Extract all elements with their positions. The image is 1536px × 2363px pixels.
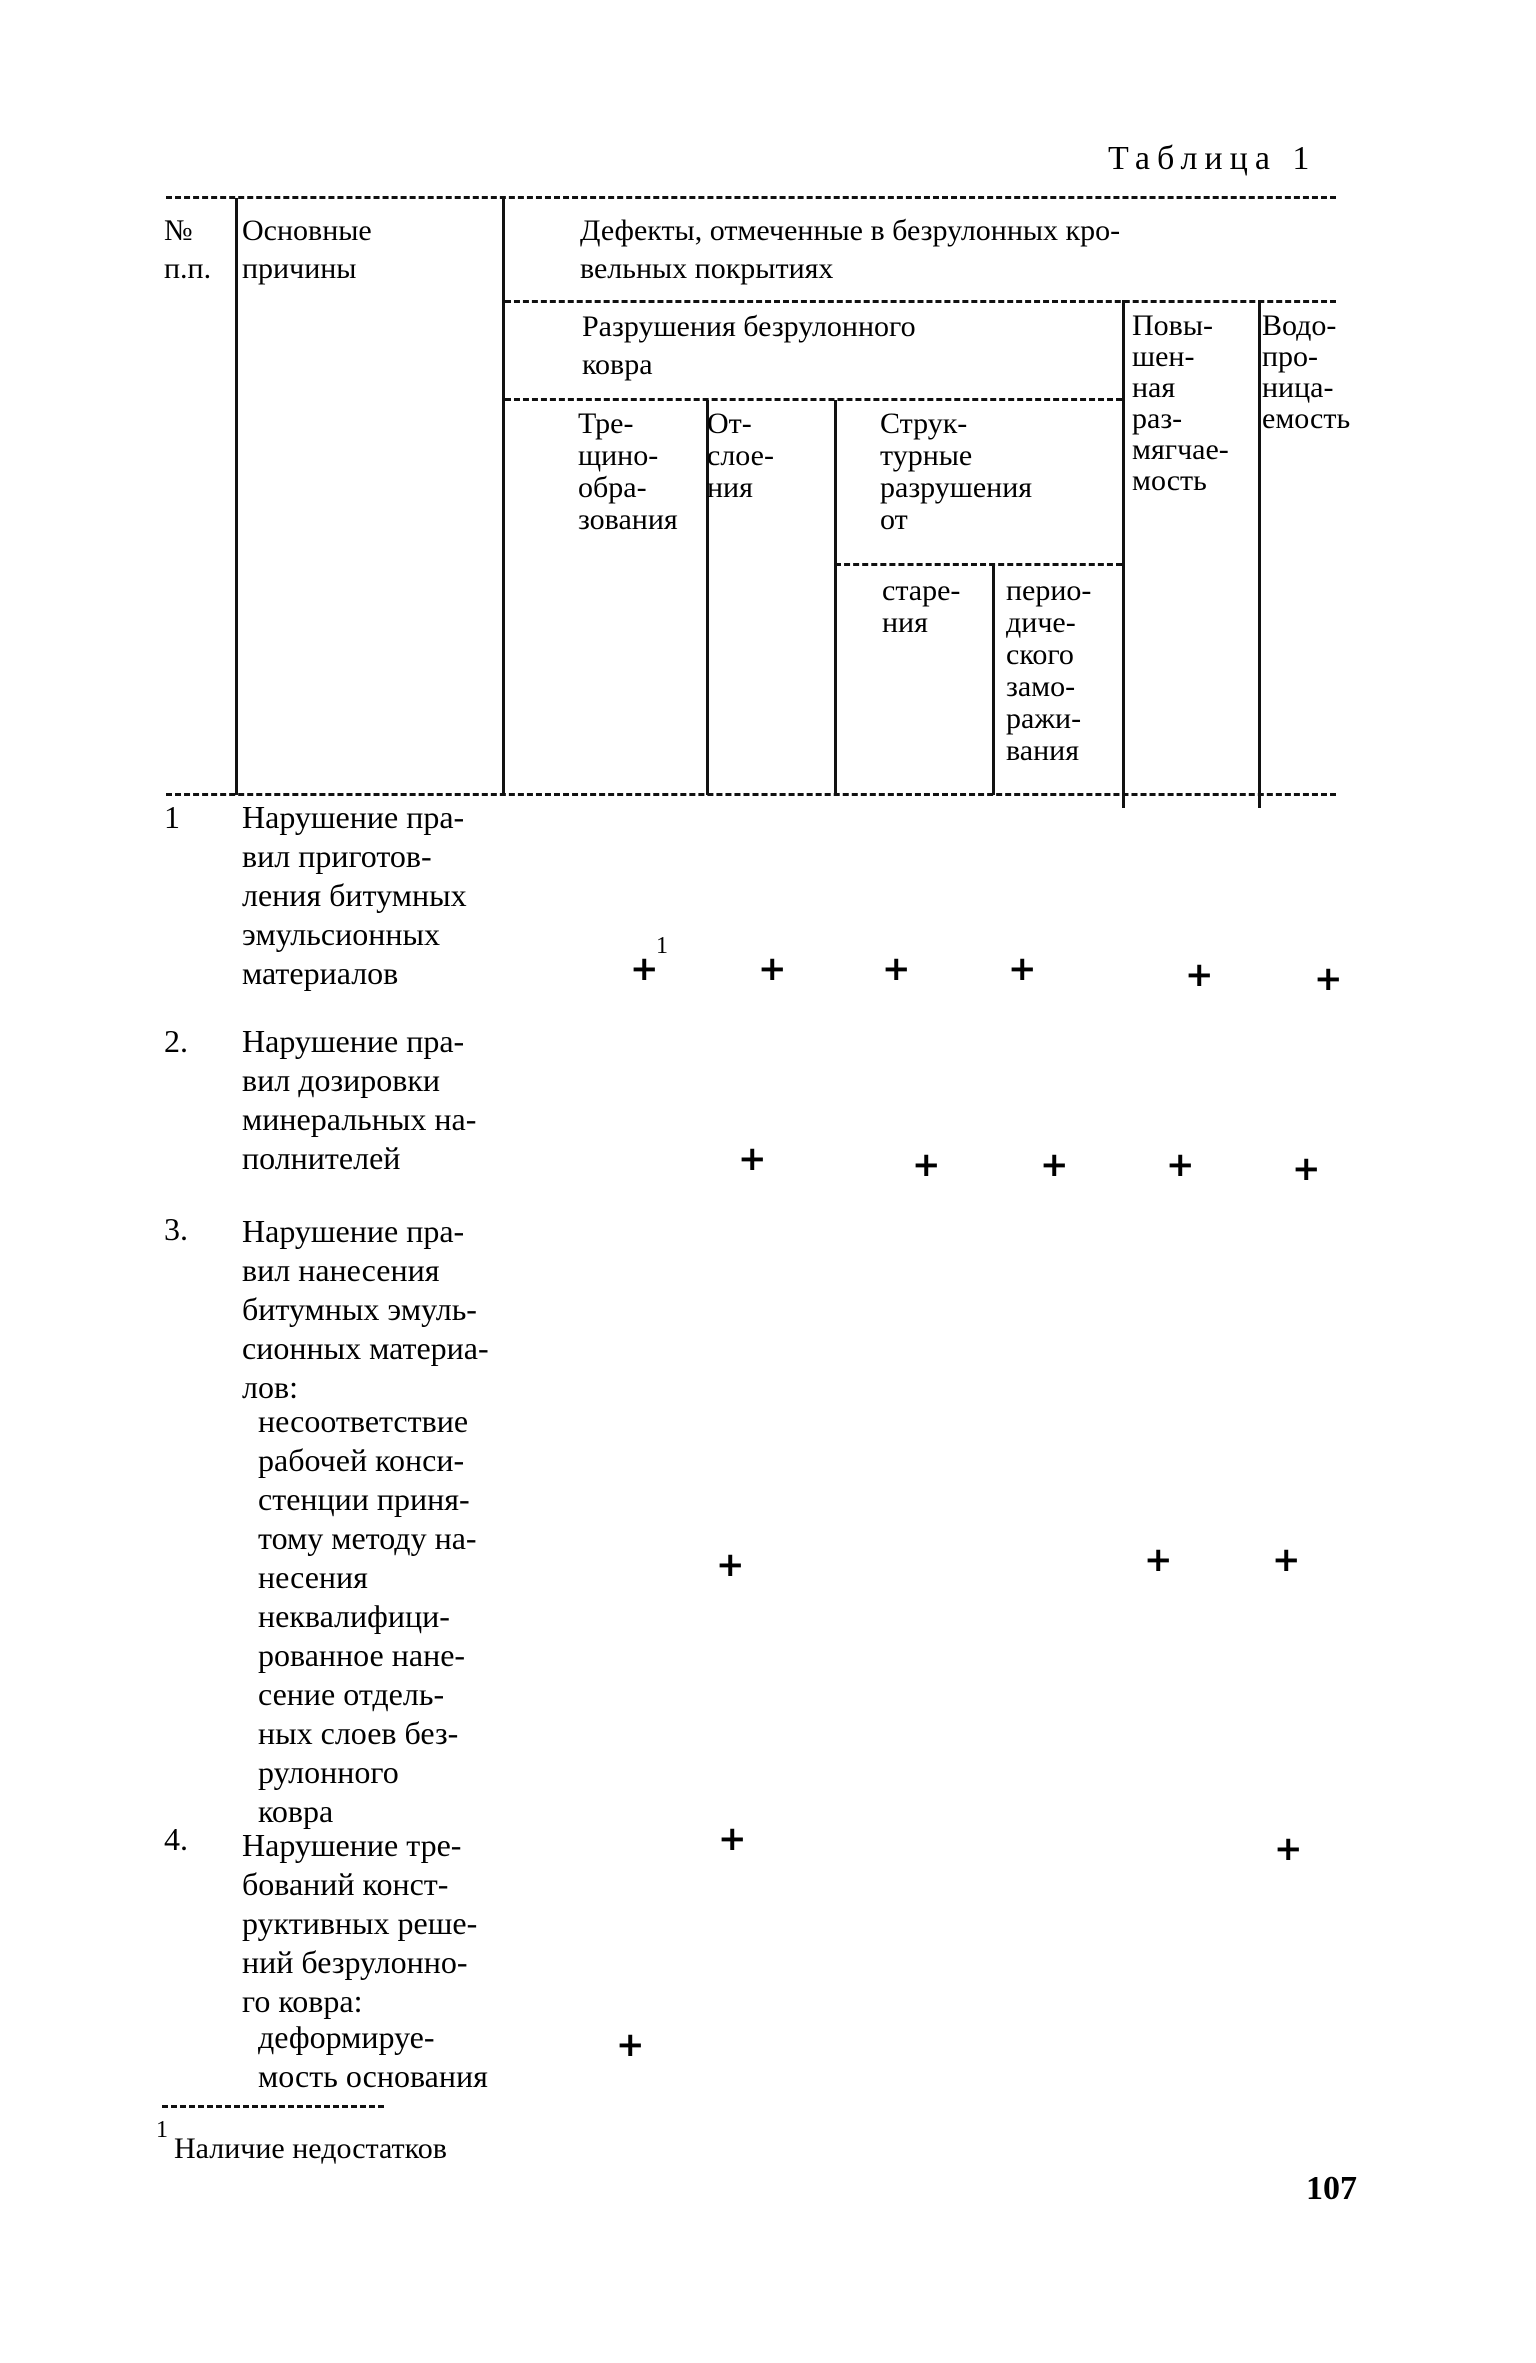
rule-below-destruction-group (505, 398, 1122, 401)
row-2-reason: Нарушение пра- вил дозировки минеральных на- полнителей (242, 1023, 477, 1176)
row-4-mark-permeability: + (1274, 1829, 1303, 1869)
header-aging: старе- ния (882, 574, 961, 639)
row-4-mark-cracking: + (616, 2025, 645, 2065)
row-2-mark-freezing: + (1040, 1145, 1069, 1185)
footnote-rule (162, 2105, 384, 2108)
row-2-mark-aging: + (912, 1145, 941, 1185)
row-3-mark-softening: + (1144, 1540, 1173, 1580)
header-top-rule (166, 196, 1336, 199)
row-3-reason: Нарушение пра- вил нанесения битумных эмуль- сионных материа- лов: (242, 1213, 489, 1405)
row-2-num: 2. (164, 1023, 188, 1059)
header-delamination: От- слое- ния (707, 407, 774, 504)
row-1-footnote-ref: 1 (656, 933, 668, 959)
row-2-mark-delamination: + (738, 1139, 767, 1179)
row-1-mark-softening: + (1185, 955, 1214, 995)
row-2-mark-permeability: + (1292, 1149, 1321, 1189)
row-1-reason: Нарушение пра- вил приготов- ления битумных эмульсионных материалов (242, 799, 467, 991)
header-permeability: Водо- про- ница- емость (1262, 309, 1351, 435)
row-1-mark-cracking: + (630, 949, 659, 989)
header-destruction-group: Разрушения безрулонного ковра (582, 310, 916, 381)
vrule-after-delamination (834, 400, 837, 795)
header-cracking: Тре- щино- обра- зования (578, 407, 678, 536)
rule-below-defects-title (505, 300, 1336, 303)
row-3-num: 3. (164, 1211, 188, 1247)
row-3-subreasons: несоответствие рабочей конси- стенции приня- тому методу на- несения неквалифици- рованное нане- сение отдель- ных слоев без- рулонного ковра (258, 1403, 477, 1829)
row-3-mark-permeability: + (1272, 1540, 1301, 1580)
page-number: 107 (1306, 2170, 1357, 2207)
vrule-after-softening (1258, 300, 1261, 808)
row-4-reason: Нарушение тре- бований конст- руктивных реше- ний безрулонно- го ковра: (242, 1827, 478, 2019)
header-structural: Струк- турные разрушения от (880, 407, 1033, 536)
row-1-num: 1 (164, 799, 180, 835)
header-freezing: перио- диче- ского замо- ражи- вания (1006, 574, 1092, 767)
header-reasons: Основные причины (242, 214, 372, 285)
table-title: Таблица 1 (1108, 140, 1317, 177)
vrule-after-structural (1122, 300, 1125, 808)
row-1-mark-delamination: + (758, 949, 787, 989)
row-1-mark-permeability: + (1314, 959, 1343, 999)
row-1-mark-aging: + (882, 949, 911, 989)
header-num: № п.п. (164, 214, 212, 285)
row-2-mark-softening: + (1166, 1145, 1195, 1185)
header-defects-title: Дефекты, отмеченные в безрулонных кро- вельных покрытиях (580, 214, 1121, 285)
footnote-marker: 1 (156, 2117, 168, 2143)
row-4-subreasons: деформируе- мость основания (258, 2019, 488, 2094)
row-4-num: 4. (164, 1821, 188, 1857)
row-3-mark-delamination: + (716, 1545, 745, 1585)
header-bottom-rule (166, 793, 1336, 796)
vrule-after-num (235, 198, 238, 795)
vrule-after-aging (992, 565, 995, 795)
footnote-text: Наличие недостатков (174, 2132, 447, 2165)
vrule-after-reasons (502, 198, 505, 795)
row-4-mark-delamination: + (718, 1819, 747, 1859)
row-1-mark-freezing: + (1008, 949, 1037, 989)
rule-below-structural (835, 563, 1122, 566)
header-softening: Повы- шен- ная раз- мягчае- мость (1132, 309, 1229, 497)
